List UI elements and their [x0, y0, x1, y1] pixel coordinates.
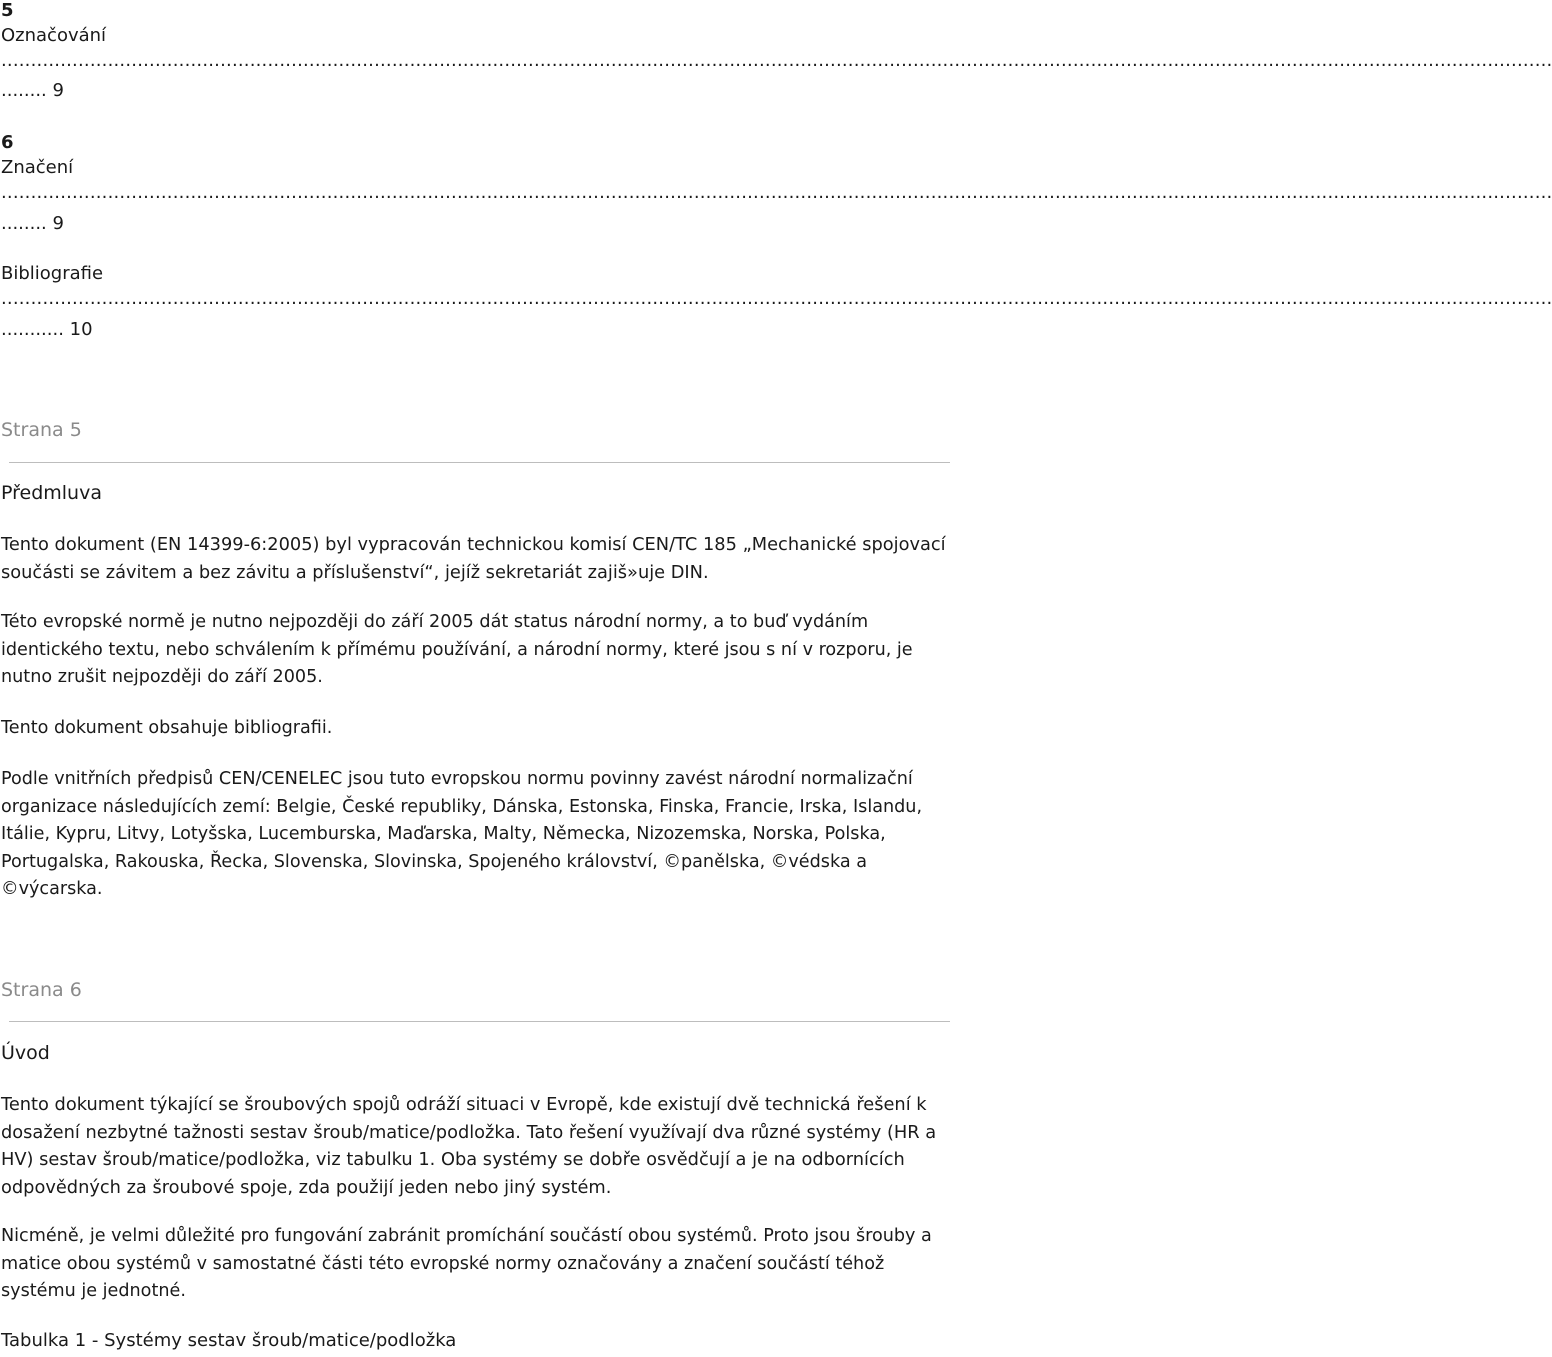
- paragraph-document-info: Tento dokument (EN 14399-6:2005) byl vypracován technickou komisí CEN/TC 185 „Mechanické spojovací součásti se závitem a bez závitu a příslušenství“, jejíž sekretariát zajiš»uje DIN.: [1, 534, 946, 583]
- table-caption: Tabulka 1 - Systémy sestav šroub/matice/podložka: [1, 1330, 457, 1351]
- toc-leader-5: ......................................................................................................................................................................................................................................................................: [1, 50, 1552, 71]
- paragraph-status: Této evropské normě je nutno nejpozději do září 2005 dát status národní normy, a to buď vydáním identického textu, nebo schválením k přímému používání, a národní normy, které jsou s ní v rozporu, je nutno zrušit nejpozději do září 2005.: [1, 612, 913, 687]
- toc-leader-6: ......................................................................................................................................................................................................................................................................: [1, 182, 1552, 203]
- toc-title-5[interactable]: Označování: [1, 25, 107, 46]
- toc-page-5: ........ 9: [1, 80, 64, 101]
- toc-leader-bibliografie: ......................................................................................................................................................................................................................................................................: [1, 288, 1552, 309]
- toc-number-5: 5: [1, 0, 14, 21]
- paragraph-bibliography-note: Tento dokument obsahuje bibliografii.: [1, 718, 333, 738]
- toc-title-6[interactable]: Značení: [1, 157, 74, 178]
- paragraph-mixing: Nicméně, je velmi důležité pro fungování zabránit promíchání součástí obou systémů. Proto jsou šrouby a matice obou systémů v samostatné části této evropské normy označovány a značení součástí téhož systému je jednotné.: [1, 1226, 932, 1301]
- page-label-6: Strana 6: [1, 979, 82, 1001]
- toc-number-6: 6: [1, 132, 14, 153]
- toc-page-6: ........ 9: [1, 213, 64, 234]
- page-divider-6: [9, 1021, 950, 1022]
- page-divider-5: [9, 462, 950, 463]
- toc-title-bibliografie[interactable]: Bibliografie: [1, 263, 104, 284]
- paragraph-member-countries: Podle vnitřních předpisů CEN/CENELEC jsou tuto evropskou normu povinny zavést národní normalizační organizace následujících zemí: Belgie, České republiky, Dánska, Estonska, Finska, Francie, Irska, Islandu, Itálie, Kypru, Litvy, Lotyšska, Lucemburska, Maďarska, Malty, Německa, Nizozemska, Norska, Polska, Portugalska, Rakouska, Řecka, Slovenska, Slovinska, Spojeného království, ©panělska, ©védska a ©výcarska.: [1, 769, 923, 899]
- toc-page-bibliografie: ........... 10: [1, 319, 93, 340]
- page-label-5: Strana 5: [1, 419, 82, 441]
- paragraph-intro: Tento dokument týkající se šroubových spojů odráží situaci v Evropě, kde existují dvě technická řešení k dosažení nezbytné tažnosti sestav šroub/matice/podložka. Tato řešení využívají dva různé systémy (HR a HV) sestav šroub/matice/podložka, viz tabulku 1. Oba systémy se dobře osvědčují a je na odbornících odpovědných za šroubové spoje, zda použijí jeden nebo jiný systém.: [1, 1094, 937, 1198]
- section-heading-predmluva: Předmluva: [1, 482, 102, 504]
- section-heading-uvod: Úvod: [1, 1042, 50, 1064]
